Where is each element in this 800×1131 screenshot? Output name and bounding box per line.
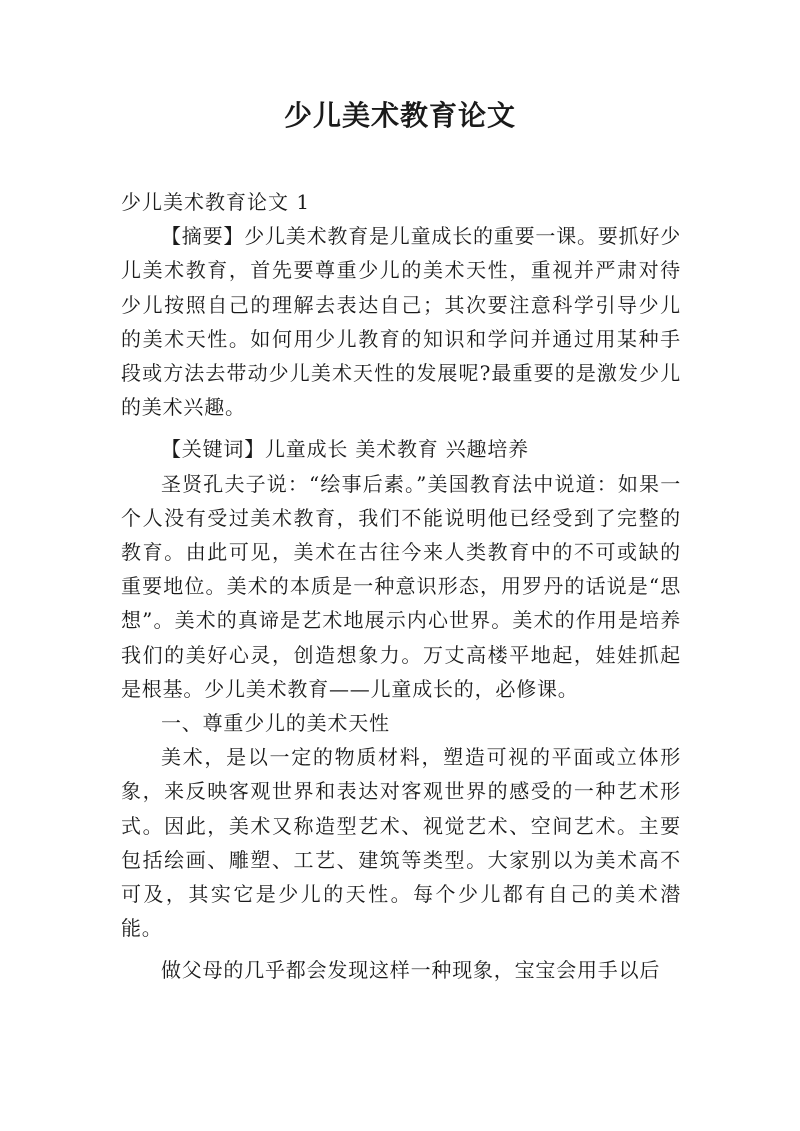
section-heading: 一、尊重少儿的美术天性 xyxy=(161,711,390,736)
body-paragraph: 美术，是以一定的物质材料，塑造可视的平面或立体形象，来反映客观世界和表达对客观世界的感受的一种艺术形式。因此，美术又称造型艺术、视觉艺术、空间艺术。主要包括绘画、雕塑、工艺、建筑等类型。大家别以为美术高不可及，其实它是少儿的天性。每个少儿都有自己的美术潜能。 xyxy=(121,745,681,941)
body-paragraph: 做父母的几乎都会发现这样一种现象，宝宝会用手以后 xyxy=(161,958,661,983)
body-paragraph: 圣贤孔夫子说：“绘事后素。”美国教育法中说道：如果一个人没有受过美术教育，我们不能说明他已经受到了完整的教育。由此可见，美术在古往今来人类教育中的不可或缺的重要地位。美术的本质是一种意识形态，用罗丹的话说是“思想”。美术的真谛是艺术地展示内心世界。美术的作用是培养我们的美好心灵，创造想象力。万丈高楼平地起，娃娃抓起是根基。少儿美术教育——儿童成长的，必修课。 xyxy=(121,471,681,701)
document-body xyxy=(121,185,681,988)
abstract-paragraph: 【摘要】少儿美术教育是儿童成长的重要一课。要抓好少儿美术教育，首先要尊重少儿的美术天性，重视并严肃对待少儿按照自己的理解去表达自己；其次要注意科学引导少儿的美术天性。如何用少儿教育的知识和学问并通过用某种手段或方法去带动少儿美术天性的发展呢?最重要的是激发少儿的美术兴趣。 xyxy=(121,224,681,420)
section-subtitle: 少儿美术教育论文 1 xyxy=(121,190,311,214)
keywords-line: 【关键词】儿童成长 美术教育 兴趣培养 xyxy=(161,437,529,462)
page-title: 少儿美术教育论文 xyxy=(283,99,516,132)
